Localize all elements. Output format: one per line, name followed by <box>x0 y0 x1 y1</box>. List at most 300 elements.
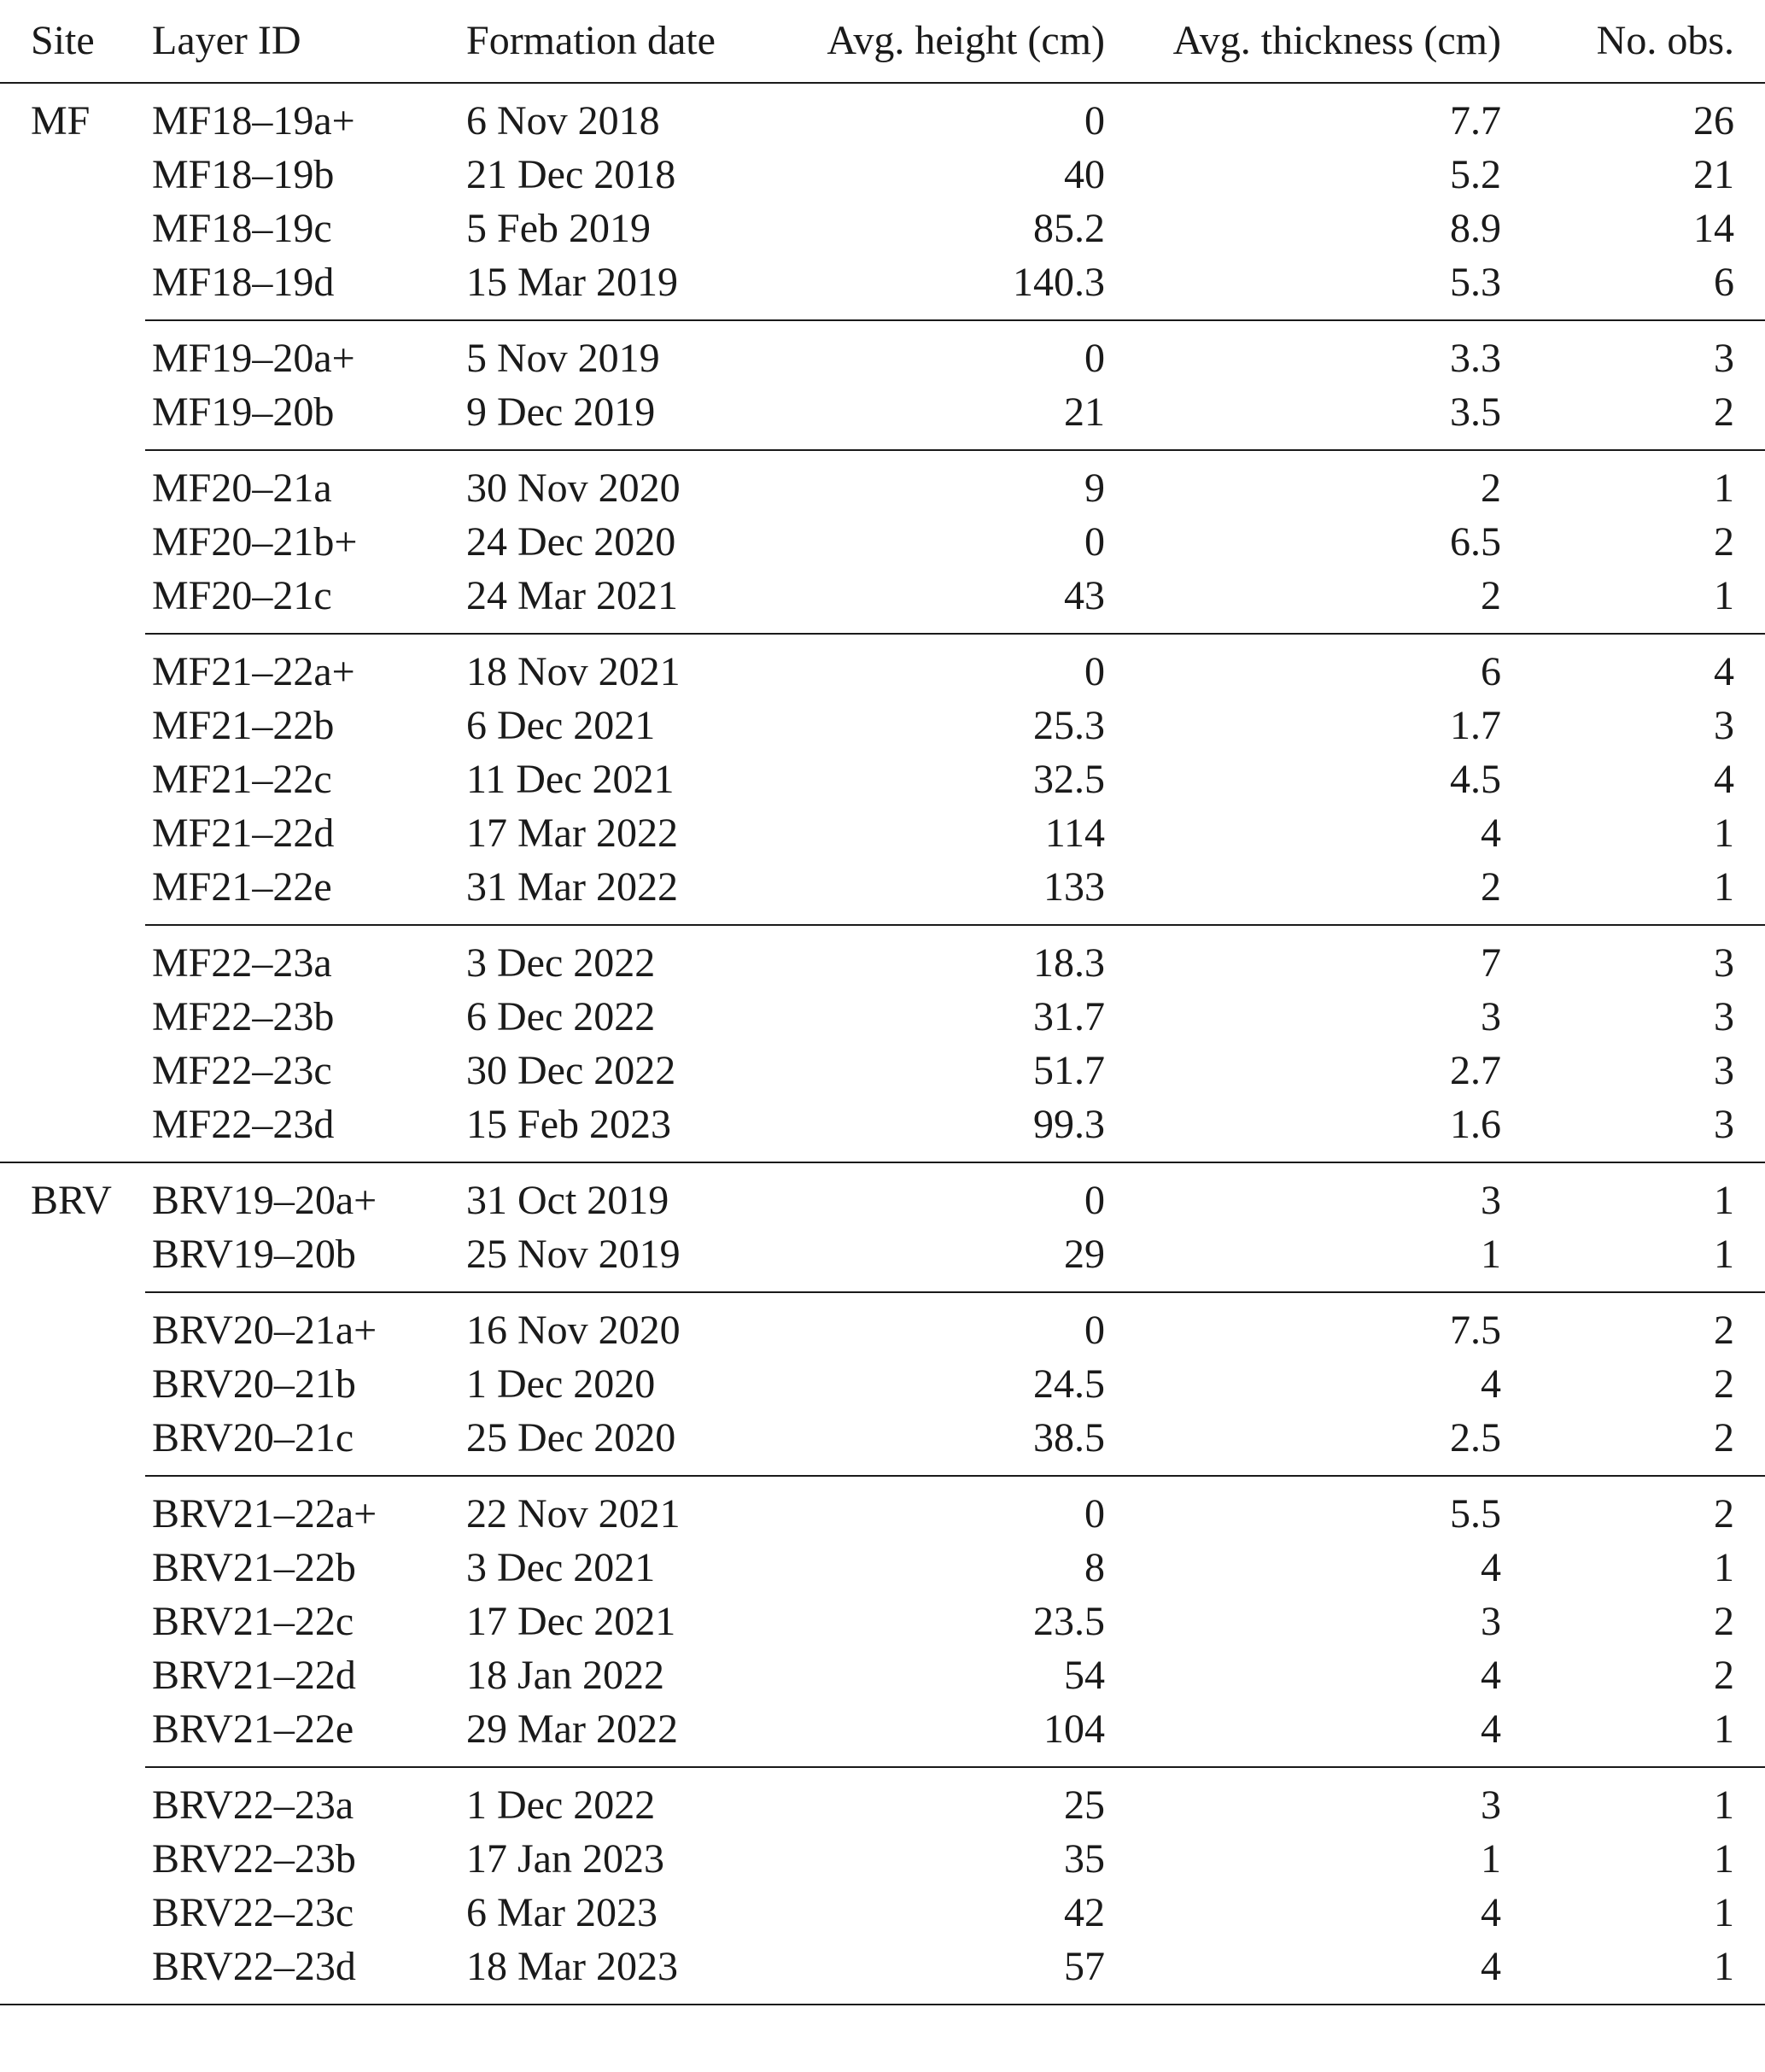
avg-height-cell: 31.7 <box>1033 994 1105 1039</box>
table-row <box>0 1595 1765 1648</box>
spacer-cell <box>1114 439 1529 450</box>
site-cell <box>0 569 145 623</box>
site-cell <box>0 255 145 309</box>
spacer-cell <box>459 1993 815 2005</box>
spacer-cell <box>1114 1476 1529 1487</box>
formation-date-cell: 31 Oct 2019 <box>466 1178 669 1223</box>
avg-thickness-cell: 2 <box>1481 864 1501 910</box>
layer-id-cell: BRV20–21b <box>152 1361 356 1407</box>
site-cell <box>0 515 145 569</box>
spacer-cell <box>0 450 145 461</box>
no-obs-cell: 1 <box>1714 1890 1734 1935</box>
layer-id-cell: BRV21–22a+ <box>152 1491 377 1536</box>
header-avg-thickness: Avg. thickness (cm) <box>1114 0 1529 83</box>
layer-id-cell: BRV21–22c <box>152 1599 354 1644</box>
avg-thickness-cell: 4 <box>1481 1890 1501 1935</box>
no-obs-cell: 1 <box>1714 811 1734 856</box>
spacer-cell <box>1529 1993 1765 2005</box>
avg-thickness-cell: 4 <box>1481 1706 1501 1752</box>
avg-height-cell: 99.3 <box>1033 1102 1105 1147</box>
spacer-cell <box>0 1993 145 2005</box>
spacer-cell <box>145 1292 459 1303</box>
table-row <box>0 1832 1765 1886</box>
avg-thickness-cell: 5.3 <box>1450 260 1501 305</box>
avg-height-cell: 18.3 <box>1033 940 1105 986</box>
formation-date-cell: 6 Mar 2023 <box>466 1890 657 1935</box>
spacer-cell <box>1529 1292 1765 1303</box>
avg-height-cell: 0 <box>1084 1178 1105 1223</box>
avg-height-cell: 42 <box>1064 1890 1105 1935</box>
formation-date-cell: 17 Jan 2023 <box>466 1836 664 1882</box>
table-row <box>0 752 1765 806</box>
spacer-cell <box>1529 1162 1765 1174</box>
layer-id-cell: MF22–23a <box>152 940 332 986</box>
spacer-cell <box>459 1281 815 1292</box>
no-obs-cell: 2 <box>1714 1361 1734 1407</box>
spacer-cell <box>459 1465 815 1476</box>
layer-id-cell: MF21–22d <box>152 811 335 856</box>
formation-date-cell: 24 Dec 2020 <box>466 519 676 565</box>
spacer-cell <box>0 1292 145 1303</box>
site-cell <box>0 1595 145 1648</box>
site-cell <box>0 645 145 699</box>
spacer-cell <box>815 1162 1114 1174</box>
table-row <box>0 1174 1765 1227</box>
site-cell <box>0 148 145 202</box>
spacer-cell <box>1114 1162 1529 1174</box>
layer-id-cell: BRV19–20a+ <box>152 1178 377 1223</box>
formation-date-cell: 25 Dec 2020 <box>466 1415 676 1460</box>
avg-thickness-cell: 3 <box>1481 1599 1501 1644</box>
table-row <box>0 1411 1765 1465</box>
no-obs-cell: 1 <box>1714 1782 1734 1828</box>
avg-height-cell: 0 <box>1084 98 1105 143</box>
spacer-cell <box>0 1151 145 1162</box>
layer-id-cell: BRV21–22b <box>152 1545 356 1590</box>
table-row <box>0 461 1765 515</box>
spacer-cell <box>1529 83 1765 94</box>
no-obs-cell: 26 <box>1693 98 1734 143</box>
no-obs-cell: 3 <box>1714 1102 1734 1147</box>
group-spacer <box>0 439 1765 450</box>
spacer-cell <box>1529 1767 1765 1778</box>
spacer-cell <box>145 1281 459 1292</box>
formation-date-cell: 18 Mar 2023 <box>466 1944 678 1989</box>
site-cell <box>0 1940 145 1993</box>
avg-thickness-cell: 7 <box>1481 940 1501 986</box>
no-obs-cell: 3 <box>1714 703 1734 748</box>
layer-id-cell: MF21–22e <box>152 864 332 910</box>
spacer-cell <box>815 439 1114 450</box>
layer-id-cell: BRV22–23a <box>152 1782 354 1828</box>
spacer-cell <box>815 1465 1114 1476</box>
avg-height-cell: 0 <box>1084 1308 1105 1353</box>
avg-height-cell: 9 <box>1084 465 1105 511</box>
formation-date-cell: 17 Mar 2022 <box>466 811 678 856</box>
spacer-cell <box>1114 450 1529 461</box>
spacer-cell <box>145 925 459 936</box>
avg-height-cell: 32.5 <box>1033 757 1105 802</box>
spacer-cell <box>145 1756 459 1767</box>
table-row <box>0 645 1765 699</box>
formation-date-cell: 18 Jan 2022 <box>466 1653 664 1698</box>
avg-height-cell: 114 <box>1044 811 1105 856</box>
spacer-cell <box>815 1756 1114 1767</box>
avg-thickness-cell: 2 <box>1481 465 1501 511</box>
layer-id-cell: MF18–19b <box>152 152 335 197</box>
table-row <box>0 1097 1765 1151</box>
spacer-cell <box>1529 450 1765 461</box>
spacer-cell <box>459 83 815 94</box>
formation-date-cell: 24 Mar 2021 <box>466 573 678 618</box>
spacer-cell <box>0 634 145 645</box>
avg-thickness-cell: 5.2 <box>1450 152 1501 197</box>
table-row <box>0 148 1765 202</box>
no-obs-cell: 14 <box>1693 206 1734 251</box>
table-row <box>0 202 1765 255</box>
layer-id-cell: BRV22–23b <box>152 1836 356 1882</box>
avg-thickness-cell: 1.6 <box>1450 1102 1501 1147</box>
no-obs-cell: 1 <box>1714 1178 1734 1223</box>
spacer-cell <box>1114 1281 1529 1292</box>
spacer-cell <box>0 1756 145 1767</box>
site-cell <box>0 1097 145 1151</box>
spacer-cell <box>815 1993 1114 2005</box>
avg-height-cell: 0 <box>1084 519 1105 565</box>
spacer-cell <box>1114 1767 1529 1778</box>
site-block-brv <box>0 1162 1765 2005</box>
avg-height-cell: 43 <box>1064 573 1105 618</box>
site-cell <box>0 1648 145 1702</box>
avg-thickness-cell: 1 <box>1481 1836 1501 1882</box>
formation-date-cell: 22 Nov 2021 <box>466 1491 681 1536</box>
avg-thickness-cell: 4 <box>1481 811 1501 856</box>
table-row <box>0 1303 1765 1357</box>
no-obs-cell: 3 <box>1714 336 1734 381</box>
avg-thickness-cell: 2.7 <box>1450 1048 1501 1093</box>
no-obs-cell: 1 <box>1714 1545 1734 1590</box>
group-spacer <box>0 83 1765 94</box>
no-obs-cell: 21 <box>1693 152 1734 197</box>
layer-id-cell: MF20–21c <box>152 573 332 618</box>
spacer-cell <box>459 623 815 634</box>
spacer-cell <box>0 1767 145 1778</box>
spacer-cell <box>0 439 145 450</box>
avg-thickness-cell: 4 <box>1481 1545 1501 1590</box>
spacer-cell <box>1529 1465 1765 1476</box>
table-row <box>0 255 1765 309</box>
formation-date-cell: 30 Dec 2022 <box>466 1048 676 1093</box>
site-cell: BRV <box>31 1178 112 1223</box>
avg-thickness-cell: 7.5 <box>1450 1308 1501 1353</box>
spacer-cell <box>459 925 815 936</box>
table-row <box>0 1940 1765 1993</box>
spacer-cell <box>145 1476 459 1487</box>
avg-thickness-cell: 7.7 <box>1450 98 1501 143</box>
table-row <box>0 1648 1765 1702</box>
spacer-cell <box>0 623 145 634</box>
header-no-obs: No. obs. <box>1529 0 1765 83</box>
spacer-cell <box>1529 1151 1765 1162</box>
spacer-cell <box>1529 309 1765 320</box>
spacer-cell <box>459 450 815 461</box>
table-row <box>0 1487 1765 1541</box>
header-site: Site <box>0 0 145 83</box>
no-obs-cell: 2 <box>1714 1653 1734 1698</box>
avg-height-cell: 25 <box>1064 1782 1105 1828</box>
table-row <box>0 1702 1765 1756</box>
avg-height-cell: 85.2 <box>1033 206 1105 251</box>
no-obs-cell: 2 <box>1714 519 1734 565</box>
table-row <box>0 1778 1765 1832</box>
table-header <box>0 0 1765 83</box>
no-obs-cell: 1 <box>1714 1232 1734 1277</box>
formation-date-cell: 6 Dec 2021 <box>466 703 656 748</box>
avg-thickness-cell: 4 <box>1481 1653 1501 1698</box>
spacer-cell <box>815 634 1114 645</box>
spacer-cell <box>1114 623 1529 634</box>
table-row <box>0 806 1765 860</box>
site-cell <box>0 1778 145 1832</box>
group-spacer <box>0 925 1765 936</box>
site-cell <box>0 1227 145 1281</box>
header-layer-id: Layer ID <box>145 0 459 83</box>
spacer-cell <box>0 309 145 320</box>
no-obs-cell: 2 <box>1714 1599 1734 1644</box>
avg-height-cell: 0 <box>1084 649 1105 694</box>
site-cell: MF <box>31 98 91 143</box>
layer-id-cell: BRV21–22d <box>152 1653 356 1698</box>
avg-thickness-cell: 2 <box>1481 573 1501 618</box>
formation-date-cell: 5 Nov 2019 <box>466 336 660 381</box>
spacer-cell <box>459 1756 815 1767</box>
spacer-cell <box>1114 1993 1529 2005</box>
spacer-cell <box>1529 1281 1765 1292</box>
spacer-cell <box>459 320 815 331</box>
avg-thickness-cell: 3 <box>1481 1782 1501 1828</box>
formation-date-cell: 18 Nov 2021 <box>466 649 681 694</box>
table-row <box>0 699 1765 752</box>
formation-date-cell: 6 Dec 2022 <box>466 994 656 1039</box>
header-avg-height: Avg. height (cm) <box>815 0 1114 83</box>
spacer-cell <box>459 1292 815 1303</box>
spacer-cell <box>145 83 459 94</box>
no-obs-cell: 1 <box>1714 1706 1734 1752</box>
site-cell <box>0 1702 145 1756</box>
spacer-cell <box>1529 320 1765 331</box>
avg-thickness-cell: 2.5 <box>1450 1415 1501 1460</box>
avg-height-cell: 35 <box>1064 1836 1105 1882</box>
avg-height-cell: 40 <box>1064 152 1105 197</box>
layer-id-cell: MF18–19d <box>152 260 335 305</box>
spacer-cell <box>145 914 459 925</box>
avg-thickness-cell: 5.5 <box>1450 1491 1501 1536</box>
site-cell <box>0 1303 145 1357</box>
spacer-cell <box>1529 623 1765 634</box>
no-obs-cell: 3 <box>1714 994 1734 1039</box>
spacer-cell <box>815 1281 1114 1292</box>
no-obs-cell: 1 <box>1714 1944 1734 1989</box>
site-cell <box>0 752 145 806</box>
spacer-cell <box>1529 439 1765 450</box>
formation-date-cell: 5 Feb 2019 <box>466 206 651 251</box>
spacer-cell <box>1114 914 1529 925</box>
spacer-cell <box>0 320 145 331</box>
layer-id-cell: MF19–20b <box>152 389 335 435</box>
avg-thickness-cell: 6.5 <box>1450 519 1501 565</box>
layer-id-cell: MF21–22c <box>152 757 332 802</box>
table-row <box>0 1886 1765 1940</box>
site-cell <box>0 1832 145 1886</box>
site-cell <box>0 461 145 515</box>
site-block-mf <box>0 83 1765 1162</box>
layer-id-cell: MF18–19c <box>152 206 332 251</box>
table-row <box>0 331 1765 385</box>
layer-id-cell: MF20–21a <box>152 465 332 511</box>
layer-id-cell: MF19–20a+ <box>152 336 355 381</box>
formation-date-cell: 15 Feb 2023 <box>466 1102 671 1147</box>
group-spacer <box>0 1993 1765 2005</box>
avg-thickness-cell: 1 <box>1481 1232 1501 1277</box>
formation-date-cell: 9 Dec 2019 <box>466 389 656 435</box>
avg-thickness-cell: 3 <box>1481 994 1501 1039</box>
formation-date-cell: 1 Dec 2020 <box>466 1361 656 1407</box>
table-row <box>0 1044 1765 1097</box>
header-row <box>0 0 1765 83</box>
layer-id-cell: MF21–22a+ <box>152 649 355 694</box>
formation-date-cell: 1 Dec 2022 <box>466 1782 656 1828</box>
avg-thickness-cell: 3 <box>1481 1178 1501 1223</box>
spacer-cell <box>0 925 145 936</box>
avg-thickness-cell: 3.3 <box>1450 336 1501 381</box>
avg-thickness-cell: 4 <box>1481 1944 1501 1989</box>
avg-height-cell: 54 <box>1064 1653 1105 1698</box>
formation-date-cell: 29 Mar 2022 <box>466 1706 678 1752</box>
site-cell <box>0 202 145 255</box>
group-spacer <box>0 1162 1765 1174</box>
spacer-cell <box>1114 1756 1529 1767</box>
layer-id-cell: MF22–23d <box>152 1102 335 1147</box>
avg-height-cell: 133 <box>1043 864 1105 910</box>
spacer-cell <box>459 1767 815 1778</box>
spacer-cell <box>1114 320 1529 331</box>
spacer-cell <box>145 320 459 331</box>
no-obs-cell: 2 <box>1714 389 1734 435</box>
spacer-cell <box>815 83 1114 94</box>
group-spacer <box>0 309 1765 320</box>
table-row <box>0 94 1765 148</box>
layer-id-cell: MF20–21b+ <box>152 519 358 565</box>
site-cell <box>0 1411 145 1465</box>
site-cell <box>0 1487 145 1541</box>
formation-date-cell: 3 Dec 2022 <box>466 940 656 986</box>
avg-thickness-cell: 4.5 <box>1450 757 1501 802</box>
avg-height-cell: 0 <box>1084 336 1105 381</box>
group-spacer <box>0 1756 1765 1767</box>
avg-height-cell: 21 <box>1064 389 1105 435</box>
no-obs-cell: 3 <box>1714 1048 1734 1093</box>
spacer-cell <box>145 309 459 320</box>
site-cell <box>0 1886 145 1940</box>
avg-thickness-cell: 4 <box>1481 1361 1501 1407</box>
avg-thickness-cell: 3.5 <box>1450 389 1501 435</box>
spacer-cell <box>145 634 459 645</box>
spacer-cell <box>459 439 815 450</box>
layer-id-cell: BRV22–23d <box>152 1944 356 1989</box>
avg-height-cell: 140.3 <box>1013 260 1105 305</box>
site-cell <box>0 860 145 914</box>
no-obs-cell: 4 <box>1714 649 1734 694</box>
spacer-cell <box>815 320 1114 331</box>
table-row <box>0 1227 1765 1281</box>
spacer-cell <box>815 1476 1114 1487</box>
no-obs-cell: 1 <box>1714 465 1734 511</box>
spacer-cell <box>0 914 145 925</box>
spacer-cell <box>815 1151 1114 1162</box>
avg-thickness-cell: 8.9 <box>1450 206 1501 251</box>
spacer-cell <box>459 914 815 925</box>
table-row <box>0 515 1765 569</box>
formation-date-cell: 16 Nov 2020 <box>466 1308 681 1353</box>
spacer-cell <box>145 1162 459 1174</box>
layer-id-cell: BRV20–21c <box>152 1415 354 1460</box>
avg-height-cell: 24.5 <box>1033 1361 1105 1407</box>
spacer-cell <box>0 83 145 94</box>
table-row <box>0 990 1765 1044</box>
table-row <box>0 569 1765 623</box>
site-cell <box>0 936 145 990</box>
spacer-cell <box>1114 1151 1529 1162</box>
spacer-cell <box>145 623 459 634</box>
group-spacer <box>0 634 1765 645</box>
group-spacer <box>0 1465 1765 1476</box>
layer-id-cell: MF22–23c <box>152 1048 332 1093</box>
spacer-cell <box>0 1162 145 1174</box>
formation-date-cell: 25 Nov 2019 <box>466 1232 681 1277</box>
spacer-cell <box>459 1151 815 1162</box>
spacer-cell <box>145 1993 459 2005</box>
formation-date-cell: 3 Dec 2021 <box>466 1545 656 1590</box>
layer-id-cell: BRV20–21a+ <box>152 1308 377 1353</box>
site-cell <box>0 385 145 439</box>
site-cell <box>0 806 145 860</box>
spacer-cell <box>145 1767 459 1778</box>
site-cell <box>0 1357 145 1411</box>
no-obs-cell: 3 <box>1714 940 1734 986</box>
spacer-cell <box>1114 83 1529 94</box>
site-cell <box>0 1044 145 1097</box>
spacer-cell <box>1114 925 1529 936</box>
spacer-cell <box>815 623 1114 634</box>
avg-height-cell: 51.7 <box>1033 1048 1105 1093</box>
spacer-cell <box>815 914 1114 925</box>
spacer-cell <box>815 309 1114 320</box>
group-spacer <box>0 320 1765 331</box>
spacer-cell <box>459 634 815 645</box>
group-spacer <box>0 1151 1765 1162</box>
spacer-cell <box>0 1465 145 1476</box>
avg-thickness-cell: 1.7 <box>1450 703 1501 748</box>
table-row <box>0 1357 1765 1411</box>
group-spacer <box>0 1476 1765 1487</box>
no-obs-cell: 2 <box>1714 1415 1734 1460</box>
spacer-cell <box>459 309 815 320</box>
header-formation-date: Formation date <box>459 0 815 83</box>
spacer-cell <box>145 1465 459 1476</box>
spacer-cell <box>815 925 1114 936</box>
formation-date-cell: 30 Nov 2020 <box>466 465 681 511</box>
layer-id-cell: BRV19–20b <box>152 1232 356 1277</box>
